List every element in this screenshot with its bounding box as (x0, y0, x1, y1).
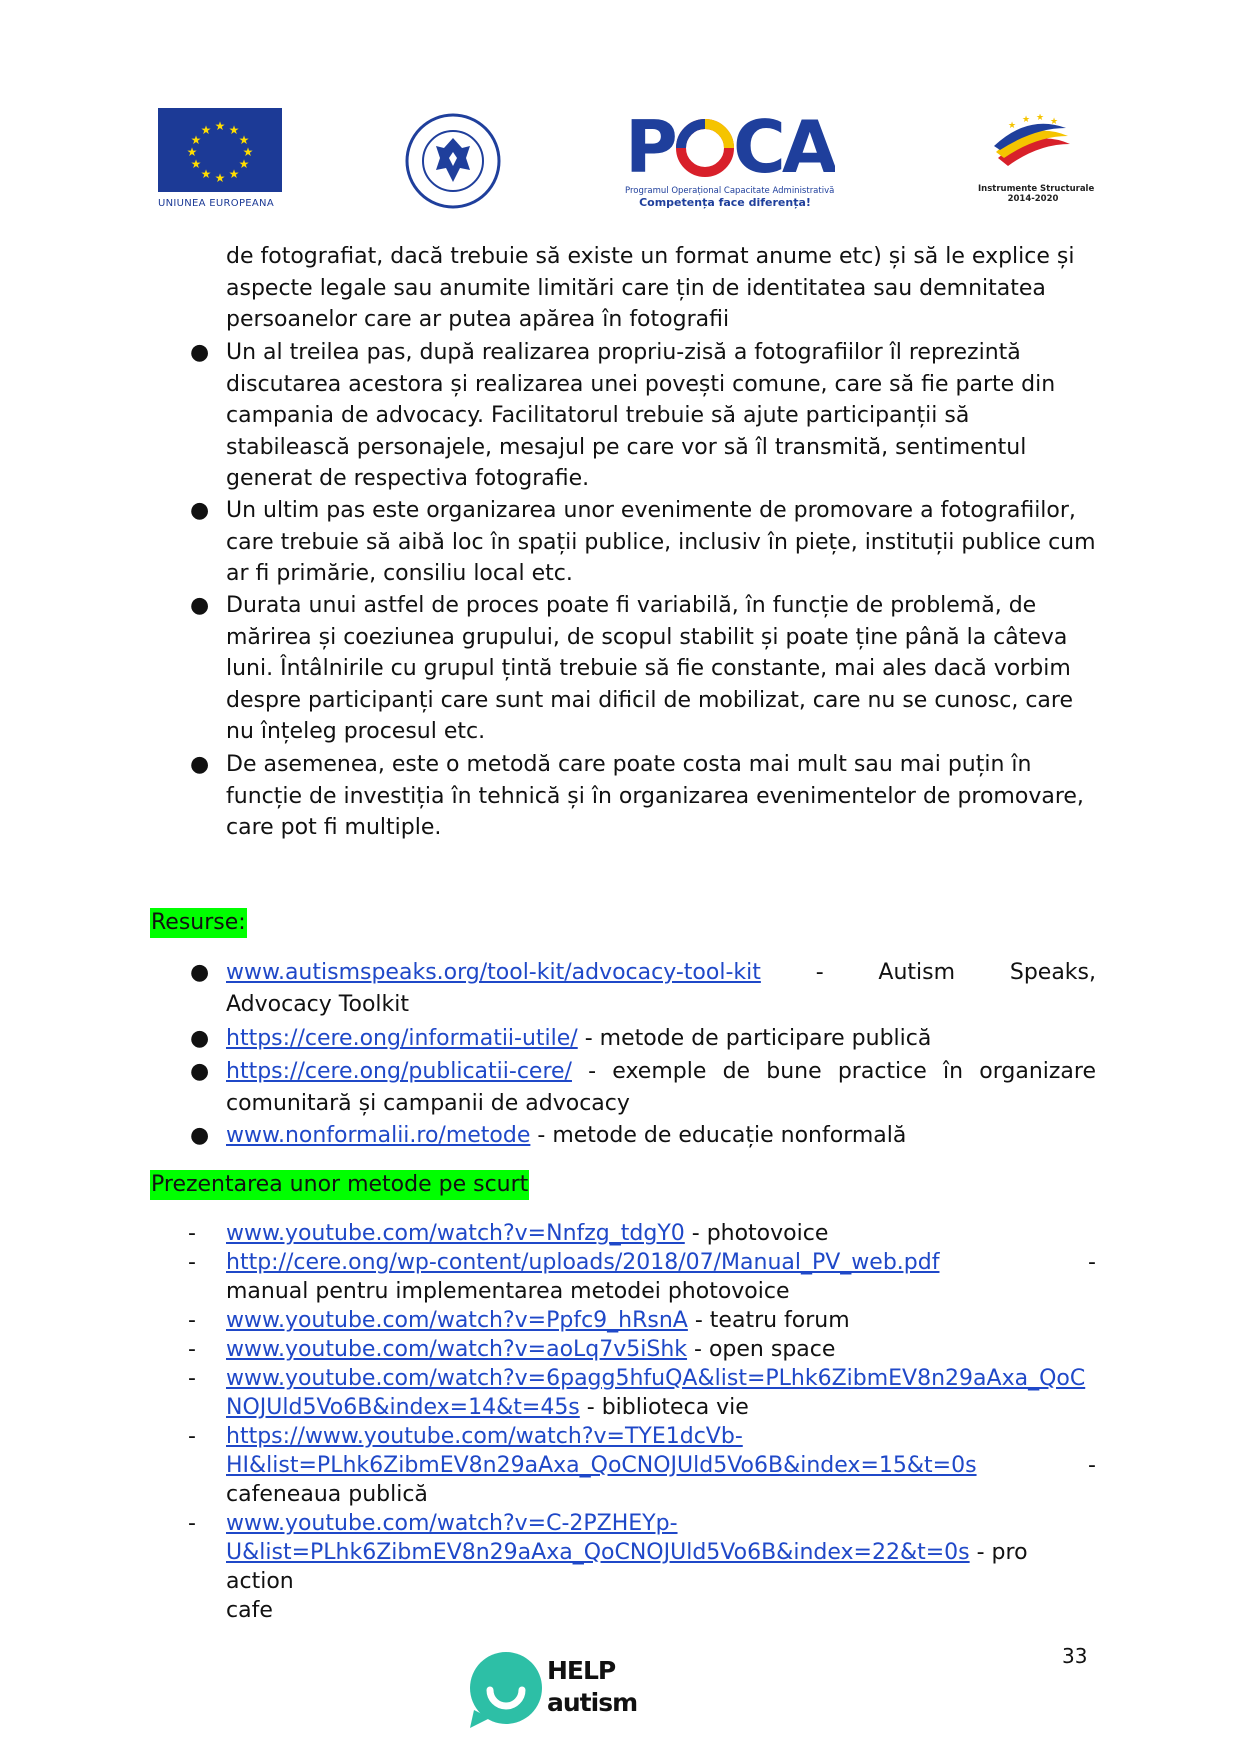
method-link-cont[interactable]: NOJUld5Vo6B&index=14&t=45s (226, 1395, 580, 1420)
bullet-icon: ● (190, 593, 210, 618)
method-link[interactable]: www.youtube.com/watch?v=C-2PZHEYp- (226, 1511, 678, 1536)
method-description: - biblioteca vie (579, 1395, 749, 1420)
bullet-icon: ● (190, 960, 210, 985)
svg-text:★: ★ (1022, 115, 1031, 125)
svg-text:★: ★ (200, 123, 212, 137)
resurse-heading: Resurse: (150, 908, 247, 938)
method-link[interactable]: www.youtube.com/watch?v=Ppfc9_hRsnA (226, 1308, 688, 1333)
dash-icon: - (188, 1511, 196, 1536)
resource-link[interactable]: https://cere.ong/publicatii-cere/ (226, 1059, 572, 1084)
government-seal-logo (404, 112, 502, 210)
method-link[interactable]: www.youtube.com/watch?v=Nnfzg_tdgY0 (226, 1221, 685, 1246)
method-link[interactable]: http://cere.ong/wp-content/uploads/2018/07/Manual_PV_web.pdf (226, 1250, 940, 1275)
method-item (188, 1509, 1096, 1625)
svg-text:★: ★ (238, 157, 250, 171)
resource-link[interactable]: www.nonformalii.ro/metode (226, 1123, 531, 1148)
dash-icon: - (188, 1366, 196, 1391)
method-item (188, 1248, 1096, 1306)
method-link-cont[interactable]: HI&list=PLhk6ZibmEV8n29aAxa_QoCNOJUld5Vo6B&index=15&t=0s (226, 1453, 977, 1478)
resource-description-cont: Advocacy Toolkit (226, 991, 410, 1017)
help-word: HELP (547, 1656, 616, 1685)
method-description-cont: cafe (226, 1598, 273, 1623)
list-item (190, 749, 1096, 844)
list-item-text: Un ultim pas este organizarea unor evenimente de promovare a fotografiilor, care trebuie să aibă loc în spații publice, inclusiv în piețe, instituții publice cum ar fi primărie, consiliu local etc. (226, 498, 1096, 586)
poca-logo (625, 114, 855, 209)
method-description: - pro action (226, 1540, 1028, 1594)
svg-text:★: ★ (190, 157, 202, 171)
dash-icon: - (188, 1424, 196, 1449)
svg-text:★: ★ (238, 133, 250, 147)
speech-bubble-icon (468, 1650, 544, 1730)
svg-text:P: P (625, 114, 674, 178)
method-item (188, 1219, 1096, 1248)
bullet-icon: ● (190, 1059, 210, 1084)
method-line (226, 1451, 1096, 1480)
method-link[interactable]: https://www.youtube.com/watch?v=TYE1dcVb- (226, 1424, 743, 1449)
svg-text:★: ★ (1036, 114, 1045, 123)
bullet-icon: ● (190, 1026, 210, 1051)
bullet-icon: ● (190, 752, 210, 777)
method-item (188, 1335, 1096, 1364)
page-number: 33 (1062, 1644, 1088, 1668)
bullet-icon: ● (190, 340, 210, 365)
list-item (190, 337, 1096, 495)
method-description: - open space (687, 1337, 836, 1362)
svg-text:★: ★ (1008, 121, 1017, 131)
list-item (190, 495, 1096, 590)
svg-text:★: ★ (1050, 117, 1059, 127)
list-item-text: Un al treilea pas, după realizarea propriu-zisă a fotografiilor îl reprezintă discutarea acestora și realizarea unei povești comune, care să fie parte din campania de advocacy. Facilitatorul trebuie să ajute participanții să stabilească personajele, mesajul pe care vor să îl transmită, sentimentul generat de respectiva fotografie. (226, 340, 1056, 491)
svg-text:★: ★ (186, 145, 198, 159)
method-item (188, 1364, 1096, 1422)
resource-description: - exemple de bune practice în organizare (571, 1059, 1096, 1084)
method-dash: - (1088, 1250, 1096, 1275)
poca-slogan: Competența face diferența! (639, 196, 811, 209)
method-dash: - (1088, 1453, 1096, 1478)
svg-text:★: ★ (214, 171, 226, 185)
method-description: - teatru forum (687, 1308, 850, 1333)
eu-caption: UNIUNEA EUROPEANA (158, 198, 274, 209)
method-description: cafeneaua publică (226, 1482, 428, 1507)
svg-text:★: ★ (228, 167, 240, 181)
resource-item (190, 1120, 1096, 1152)
method-link[interactable]: www.youtube.com/watch?v=aoLq7v5iShk (226, 1337, 688, 1362)
svg-text:CA: CA (733, 114, 834, 178)
method-link[interactable]: www.youtube.com/watch?v=6pagg5hfuQA&list=PLhk6ZibmEV8n29aAxa_QoC (226, 1366, 1086, 1391)
list-item (190, 590, 1096, 748)
method-description: - photovoice (684, 1221, 829, 1246)
method-line (226, 1248, 1096, 1277)
bullet-icon: ● (190, 1123, 210, 1148)
bullet-icon: ● (190, 498, 210, 523)
autism-word: autism (547, 1688, 638, 1717)
resource-link[interactable]: www.autismspeaks.org/tool-kit/advocacy-tool-kit (226, 960, 761, 985)
method-item (188, 1306, 1096, 1335)
resource-line (226, 1056, 1096, 1088)
svg-text:★: ★ (200, 167, 212, 181)
method-description: manual pentru implementarea metodei photovoice (226, 1279, 790, 1304)
list-item-text: De asemenea, este o metodă care poate costa mai mult sau mai puțin în funcție de investiția în tehnică și în organizarea evenimentelor de promovare, care pot fi multiple. (226, 752, 1084, 840)
eu-flag-icon (158, 108, 282, 192)
method-link-cont[interactable]: U&list=PLhk6ZibmEV8n29aAxa_QoCNOJUld5Vo6B&index=22&t=0s (226, 1540, 970, 1565)
is-years: 2014-2020 (1007, 194, 1059, 204)
resource-item (190, 957, 1096, 1020)
resource-description: - Autism Speaks, (815, 960, 1096, 985)
instrumente-structurale-logo (978, 114, 1095, 204)
help-autism-logo (468, 1650, 658, 1730)
resource-description: - metode de educație nonformală (530, 1123, 907, 1148)
eu-logo (158, 108, 282, 209)
continuation-paragraph: de fotografiat, dacă trebuie să existe un format anume etc) și să le explice și aspecte legale sau anumite limitări care țin de identitatea sau demnitatea persoanelor care ar putea apărea în fotografii (226, 244, 1075, 332)
dash-icon: - (188, 1308, 196, 1333)
svg-text:★: ★ (242, 145, 254, 159)
method-item (188, 1422, 1096, 1509)
poca-subtitle: Programul Operațional Capacitate Administrativă (625, 186, 835, 196)
svg-text:★: ★ (190, 133, 202, 147)
dash-icon: - (188, 1250, 196, 1275)
header-logos (150, 108, 1095, 218)
dash-icon: - (188, 1221, 196, 1246)
resource-link[interactable]: https://cere.ong/informatii-utile/ (226, 1026, 578, 1051)
resource-description: - metode de participare publică (577, 1026, 932, 1051)
svg-text:★: ★ (228, 123, 240, 137)
list-item-text: Durata unui astfel de proces poate fi variabilă, în funcție de problemă, de mărirea și coeziunea grupului, de scopul stabilit și poate ține până la câteva luni. Întâlnirile cu grupul țintă trebuie să fie constante, mai ales dacă vorbim despre participanți care sunt mai dificil de mobilizat, care nu se cunosc, care nu înțeleg procesul etc. (226, 593, 1073, 744)
resource-item (190, 1056, 1096, 1119)
metode-heading: Prezentarea unor metode pe scurt (150, 1170, 529, 1200)
dash-icon: - (188, 1337, 196, 1362)
is-caption: Instrumente Structurale (978, 184, 1095, 194)
resource-line (226, 957, 1096, 989)
resource-description-cont: comunitară și campanii de advocacy (226, 1090, 630, 1116)
svg-text:★: ★ (214, 119, 226, 133)
resource-item (190, 1023, 1096, 1055)
